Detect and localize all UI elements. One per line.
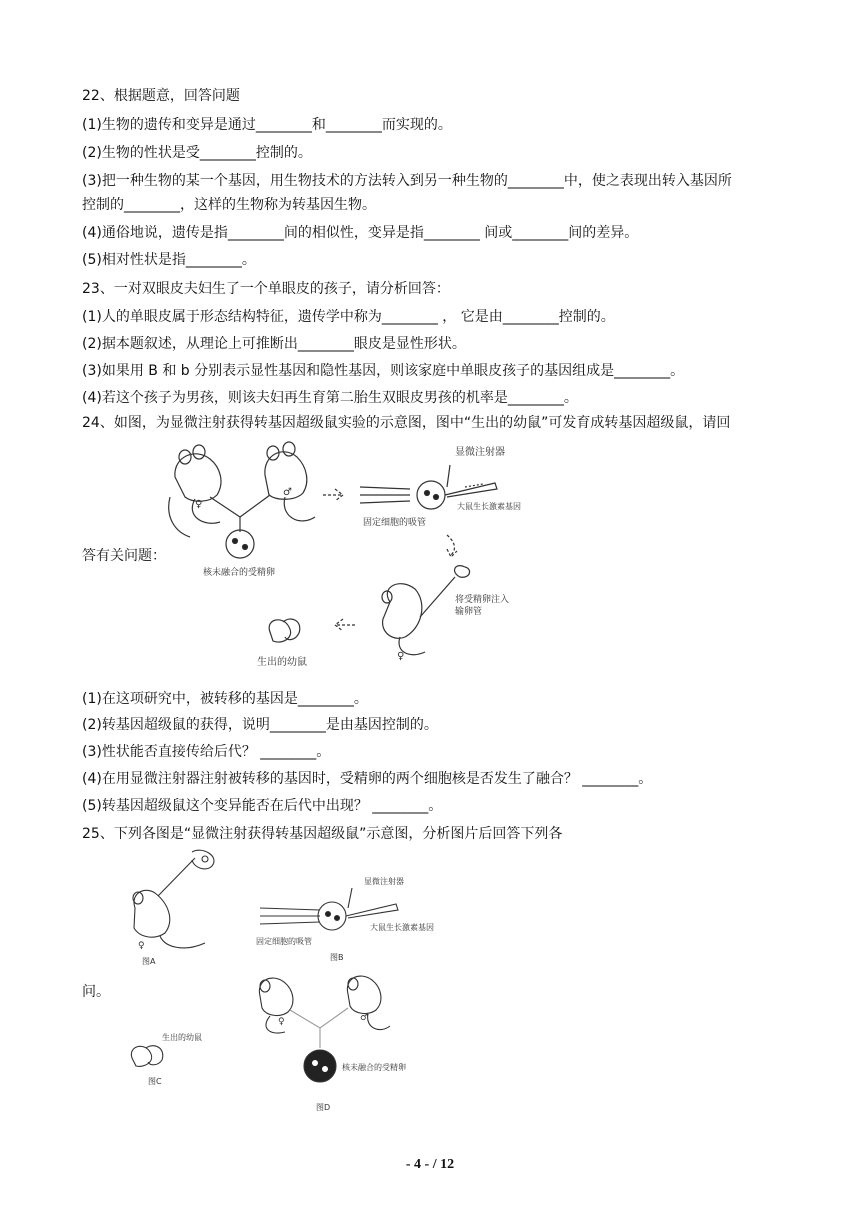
q22-part2: (2)生物的性状是受________控制的。 bbox=[82, 145, 312, 161]
q24-diagram bbox=[165, 437, 545, 677]
q23-part4: (4)若这个孩子为男孩，则该夫妇再生育第二胎生双眼皮男孩的机率是________。 bbox=[82, 390, 578, 406]
q24-title: 24、如图，为显微注射获得转基因超级鼠实验的示意图，图中“生出的幼鼠”可发育成转基因超级鼠，请回 bbox=[82, 415, 731, 431]
pipette-label: 固定细胞的吸管 bbox=[363, 518, 427, 528]
female-symbol: ♀ bbox=[195, 499, 203, 510]
oviduct-label: 输卵管 bbox=[455, 607, 483, 617]
q22-part1: (1)生物的遗传和变异是通过________和________而实现的。 bbox=[82, 117, 452, 133]
figB-pipette-label: 固定细胞的吸管 bbox=[256, 937, 312, 946]
injector-label: 显微注射器 bbox=[455, 447, 505, 458]
male-mouse-drawing bbox=[265, 442, 315, 521]
q24-part3: (3)性状能否直接传给后代？ ________。 bbox=[82, 744, 331, 760]
q25-title-cont: 问。 bbox=[82, 984, 110, 1000]
figA-female: ♀ bbox=[138, 941, 145, 951]
pup-label: 生出的幼鼠 bbox=[257, 657, 307, 668]
inject-label: 将受精卵注入 bbox=[455, 595, 510, 605]
male-symbol: ♂ bbox=[283, 487, 292, 498]
female-symbol-2: ♀ bbox=[397, 651, 405, 662]
q23-part1: (1)人的单眼皮属于形态结构特征，遗传学中称为________ ， 它是由________控制的。 bbox=[82, 309, 615, 325]
q23-part2: (2)据本题叙述，从理论上可推断出________眼皮是显性形状。 bbox=[82, 336, 466, 352]
figD-male: ♂ bbox=[360, 1013, 369, 1023]
q25-title: 25、下列各图是“显微注射获得转基因超级鼠”示意图，分析图片后回答下列各 bbox=[82, 826, 563, 842]
q22-title: 22、根据题意，回答问题 bbox=[82, 88, 240, 104]
q22-part3-line1: (3)把一种生物的某一个基因，用生物技术的方法转入到另一种生物的________中，使之表现出转入基因所 bbox=[82, 173, 732, 189]
q24-part2: (2)转基因超级鼠的获得，说明________是由基因控制的。 bbox=[82, 717, 438, 733]
q22-part3-line2: 控制的________，这样的生物称为转基因生物。 bbox=[82, 197, 376, 213]
q23-title: 23、一对双眼皮夫妇生了一个单眼皮的孩子，请分析回答： bbox=[82, 281, 450, 297]
q24-part5: (5)转基因超级鼠这个变异能否在后代中出现？ ________。 bbox=[82, 798, 443, 814]
figB-gene-label: 大鼠生长激素基因 bbox=[370, 923, 434, 932]
figD-egg-label: 核未融合的受精卵 bbox=[342, 1063, 406, 1072]
q24-part1: (1)在这项研究中，被转移的基因是________。 bbox=[82, 691, 368, 707]
figC-pup-label: 生出的幼鼠 bbox=[162, 1033, 202, 1042]
figA-label: 图A bbox=[142, 957, 156, 966]
page-number: - 4 - / 12 bbox=[405, 1157, 455, 1172]
q22-part5: (5)相对性状是指________。 bbox=[82, 252, 256, 268]
gene-label: 大鼠生长激素基因 bbox=[457, 502, 521, 511]
q24-title-cont: 答有关问题： bbox=[82, 548, 166, 564]
figD-female: ♀ bbox=[278, 1017, 285, 1027]
egg-label: 核未融合的受精卵 bbox=[203, 568, 276, 578]
female-mouse-drawing bbox=[169, 445, 221, 537]
q25-diagram bbox=[120, 848, 450, 1123]
figB-label: 图B bbox=[330, 953, 344, 962]
figD-label: 图D bbox=[316, 1103, 331, 1112]
q22-part4: (4)通俗地说，遗传是指________间的相似性，变异是指________ 间或________间的差异。 bbox=[82, 225, 639, 241]
q24-part4: (4)在用显微注射器注射被转移的基因时，受精卵的两个细胞核是否发生了融合？ ________。 bbox=[82, 771, 653, 787]
figB-injector-label: 显微注射器 bbox=[364, 877, 404, 886]
figC-label: 图C bbox=[148, 1077, 162, 1086]
q23-part3: (3)如果用 B 和 b 分别表示显性基因和隐性基因，则该家庭中单眼皮孩子的基因组成是________。 bbox=[82, 363, 685, 379]
